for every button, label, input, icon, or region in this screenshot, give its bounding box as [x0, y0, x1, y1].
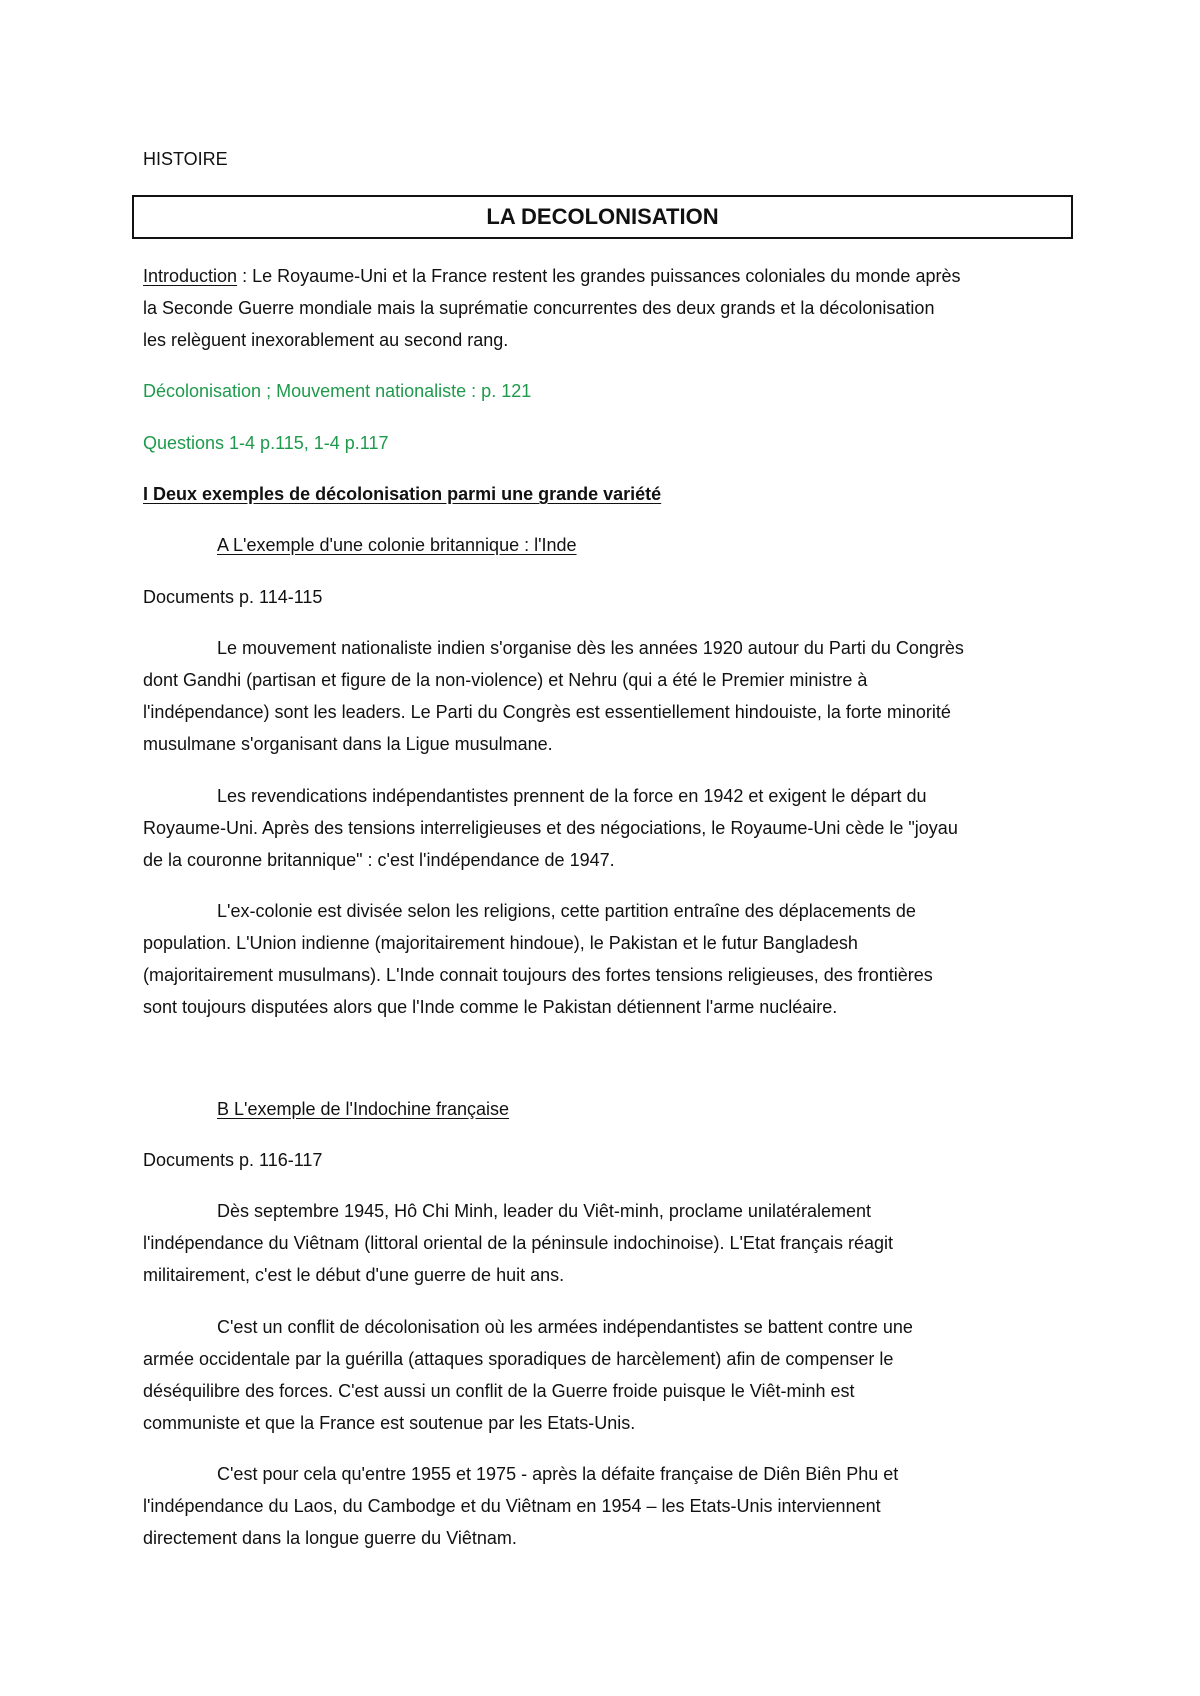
section-b-p3-line: C'est pour cela qu'entre 1955 et 1975 - après la défaite française de Diên Biên Phu et — [217, 1464, 899, 1484]
section-a-documents: Documents p. 114-115 — [143, 587, 323, 607]
section-b-p1-line: l'indépendance du Viêtnam (littoral oriental de la péninsule indochinoise). L'Etat français réagit — [143, 1233, 894, 1253]
subject-header: HISTOIRE — [143, 149, 228, 169]
section-b-p3-line: directement dans la longue guerre du Viêtnam. — [143, 1528, 517, 1548]
section-a-p2-line: Les revendications indépendantistes prennent de la force en 1942 et exigent le départ du — [217, 786, 927, 806]
section-a-p2-line: de la couronne britannique" : c'est l'indépendance de 1947. — [143, 850, 615, 870]
page-title: LA DECOLONISATION — [486, 204, 719, 229]
section-b-p2-line: C'est un conflit de décolonisation où les armées indépendantistes se battent contre une — [217, 1317, 913, 1337]
section-a-p2-line: Royaume-Uni. Après des tensions interreligieuses et des négociations, le Royaume-Uni cède le "joyau — [143, 818, 958, 838]
section-a-p1-line: dont Gandhi (partisan et figure de la non-violence) et Nehru (qui a été le Premier ministre à — [143, 670, 868, 690]
section-a-p3-line: (majoritairement musulmans). L'Inde connait toujours des fortes tensions religieuses, des frontières — [143, 965, 933, 985]
section-a-p3-line: sont toujours disputées alors que l'Inde comme le Pakistan détiennent l'arme nucléaire. — [143, 997, 838, 1017]
section-b-p1-line: Dès septembre 1945, Hô Chi Minh, leader du Viêt-minh, proclame unilatéralement — [217, 1201, 872, 1221]
section-b-p3-line: l'indépendance du Laos, du Cambodge et du Viêtnam en 1954 – les Etats-Unis interviennent — [143, 1496, 881, 1516]
section-b-p2-line: communiste et que la France est soutenue par les Etats-Unis. — [143, 1413, 636, 1433]
section-a-p3-line: L'ex-colonie est divisée selon les religions, cette partition entraîne des déplacements de — [217, 901, 916, 921]
section-a-p1-line: Le mouvement nationaliste indien s'organise dès les années 1920 autour du Parti du Congrès — [217, 638, 964, 658]
intro-line-3: les relèguent inexorablement au second rang. — [143, 330, 509, 350]
title-box — [132, 195, 1073, 239]
intro-separator: : — [237, 266, 253, 286]
section-a-p1-line: musulmane s'organisant dans la Ligue musulmane. — [143, 734, 553, 754]
section-b-p2-line: armée occidentale par la guérilla (attaques sporadiques de harcèlement) afin de compenser le — [143, 1349, 894, 1369]
intro-text-1: Le Royaume-Uni et la France restent les grandes puissances coloniales du monde après — [252, 266, 961, 286]
section-b-p1-line: militairement, c'est le début d'une guerre de huit ans. — [143, 1265, 565, 1285]
section-a-p1-line: l'indépendance) sont les leaders. Le Parti du Congrès est essentiellement hindouiste, la forte minorité — [143, 702, 951, 722]
section-b-p2-line: déséquilibre des forces. C'est aussi un conflit de la Guerre froide puisque le Viêt-minh est — [143, 1381, 855, 1401]
part-1-heading: I Deux exemples de décolonisation parmi une grande variété — [143, 484, 662, 504]
section-b-heading: B L'exemple de l'Indochine française — [217, 1099, 510, 1119]
section-a-heading: A L'exemple d'une colonie britannique : l'Inde — [217, 535, 577, 555]
intro-line-1 — [143, 265, 960, 287]
intro-line-2: la Seconde Guerre mondiale mais la suprématie concurrentes des deux grands et la décolonisation — [143, 298, 935, 318]
vocabulary-line: Décolonisation ; Mouvement nationaliste : p. 121 — [143, 381, 532, 401]
questions-line: Questions 1-4 p.115, 1-4 p.117 — [143, 433, 389, 453]
intro-label: Introduction — [143, 266, 238, 286]
section-a-p3-line: population. L'Union indienne (majoritairement hindoue), le Pakistan et le futur Bangladesh — [143, 933, 858, 953]
section-b-documents: Documents p. 116-117 — [143, 1150, 323, 1170]
